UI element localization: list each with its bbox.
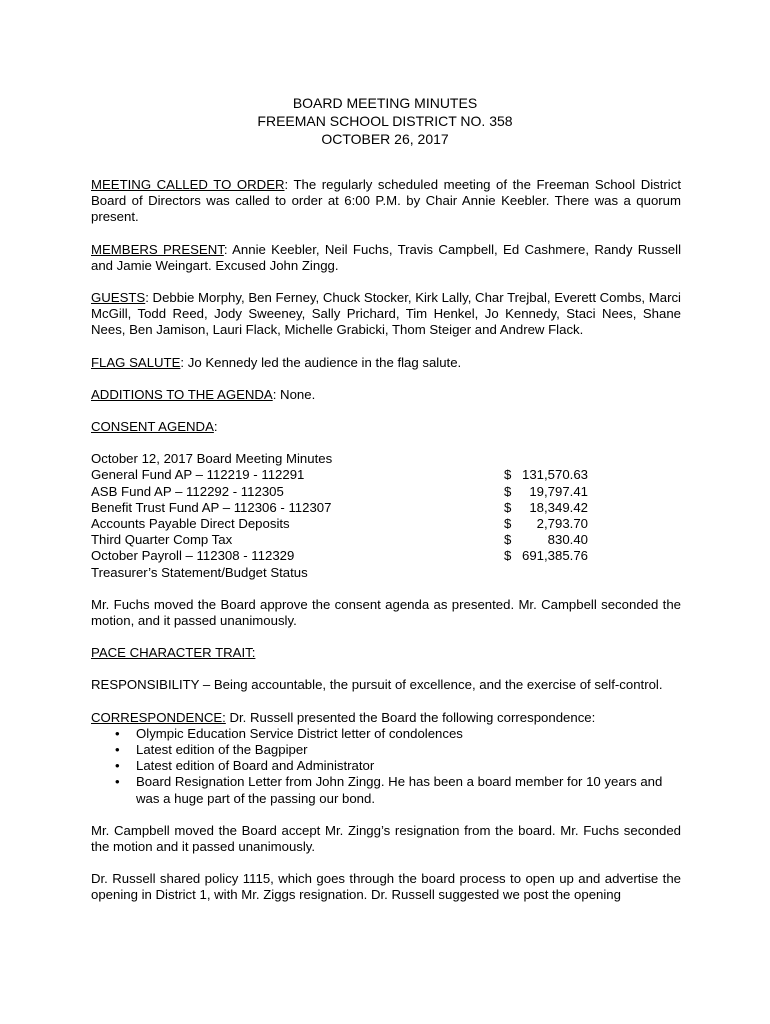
additions-text: : None.	[272, 386, 316, 402]
consent-item-amount	[518, 451, 588, 467]
bullet-icon: •	[115, 758, 120, 774]
consent-item-amount: 2,793.70	[536, 515, 588, 531]
flag-salute-heading: FLAG SALUTE	[91, 354, 181, 370]
policy-paragraph: Dr. Russell shared policy 1115, which goes through the board process to open up and advertise the opening in District 1, with Mr. Ziggs resignation. Dr. Russell suggested we post the opening	[91, 871, 681, 903]
consent-heading-line	[91, 419, 681, 435]
consent-item-dollar: $	[504, 532, 512, 548]
consent-item-amount	[518, 565, 588, 581]
guests-section	[91, 290, 681, 339]
correspondence-list	[91, 726, 681, 807]
consent-row	[91, 484, 681, 500]
list-item	[115, 741, 681, 758]
consent-row	[91, 516, 681, 532]
correspondence-item-text: Board Resignation Letter from John Zingg. He has been a board member for 10 years and was a huge part of the passing our bond.	[136, 774, 663, 806]
members-present-section	[91, 242, 681, 274]
consent-item-dollar	[504, 451, 518, 467]
correspondence-heading: CORRESPONDENCE:	[91, 709, 226, 725]
guests-text: : Debbie Morphy, Ben Ferney, Chuck Stocker, Kirk Lally, Char Trejbal, Everett Combs, Marci McGill, Todd Reed, Jody Sweeney, Sally Prichard, Tim Henkel, Jo Kennedy, Staci Nees, Shane Nees, Ben Jamison, Lauri Flack, Michelle Grabicki, Thom Steiger and Andrew Flack.	[91, 290, 681, 338]
consent-item-amount: 830.40	[547, 532, 588, 548]
members-present-heading: MEMBERS PRESENT	[91, 241, 224, 257]
consent-item-label: General Fund AP – 112219 - 112291	[91, 467, 305, 483]
consent-row	[91, 532, 681, 548]
consent-item-dollar: $	[504, 483, 512, 499]
list-item	[115, 758, 681, 774]
guests-heading: GUESTS	[91, 290, 146, 306]
flag-salute-text: : Jo Kennedy led the audience in the flag salute.	[180, 354, 462, 370]
bullet-icon: •	[115, 725, 120, 741]
correspondence-section	[91, 710, 681, 726]
pace-heading: PACE CHARACTER TRAIT:	[91, 645, 256, 661]
district-name: FREEMAN SCHOOL DISTRICT NO. 358	[257, 113, 513, 129]
consent-motion: Mr. Fuchs moved the Board approve the consent agenda as presented. Mr. Campbell seconded the motion, and it passed unanimously.	[91, 596, 681, 628]
consent-item-dollar: $	[504, 499, 512, 515]
consent-item-dollar	[504, 565, 518, 581]
additions-heading: ADDITIONS TO THE AGENDA	[91, 386, 273, 402]
members-present-text: : Annie Keebler, Neil Fuchs, Travis Campbell, Ed Cashmere, Randy Russell and Jamie Weingart. Excused John Zingg.	[91, 241, 682, 273]
consent-row	[91, 467, 681, 483]
meeting-date: OCTOBER 26, 2017	[321, 131, 449, 147]
consent-item-label: October 12, 2017 Board Meeting Minutes	[91, 451, 333, 467]
consent-heading-suffix: :	[213, 419, 218, 435]
consent-item-dollar: $	[504, 515, 512, 531]
consent-agenda-table	[91, 451, 681, 581]
consent-heading: CONSENT AGENDA	[91, 419, 214, 435]
consent-item-label: Third Quarter Comp Tax	[91, 532, 233, 548]
pace-trait-text: RESPONSIBILITY – Being accountable, the pursuit of excellence, and the exercise of self-control.	[91, 677, 663, 693]
list-item	[115, 725, 681, 742]
consent-row	[91, 565, 681, 581]
document-title: BOARD MEETING MINUTES	[292, 95, 478, 111]
resignation-motion: Mr. Campbell moved the Board accept Mr. Zingg’s resignation from the board. Mr. Fuchs seconded the motion and it passed unanimously.	[91, 822, 681, 854]
consent-item-label: ASB Fund AP – 112292 - 112305	[91, 483, 284, 499]
consent-row	[91, 500, 681, 516]
document-body	[91, 177, 681, 920]
consent-item-label: Accounts Payable Direct Deposits	[91, 515, 290, 531]
consent-item-dollar: $	[504, 548, 512, 564]
pace-heading-line	[91, 645, 681, 661]
consent-item-amount: 691,385.76	[521, 548, 588, 564]
consent-item-amount: 131,570.63	[521, 467, 588, 483]
consent-row	[91, 548, 681, 564]
consent-item-dollar: $	[504, 467, 512, 483]
flag-salute-section	[91, 355, 681, 371]
list-item	[115, 774, 681, 806]
called-to-order-heading: MEETING CALLED TO ORDER	[91, 177, 285, 192]
additions-section	[91, 387, 681, 403]
called-to-order-text: : The regularly scheduled meeting of the Freeman School District Board of Directors was called to order at 6:00 P.M. by Chair Annie Keebler. There was a quorum present.	[91, 177, 681, 225]
consent-row	[91, 451, 681, 467]
bullet-icon: •	[115, 741, 120, 757]
correspondence-item-text: Latest edition of the Bagpiper	[136, 741, 308, 757]
consent-item-label: October Payroll – 112308 - 112329	[91, 548, 295, 564]
consent-item-label: Treasurer’s Statement/Budget Status	[91, 564, 308, 580]
bullet-icon: •	[115, 774, 120, 790]
correspondence-text: Dr. Russell presented the Board the following correspondence:	[225, 709, 596, 725]
called-to-order-section	[91, 177, 681, 226]
document-header	[0, 94, 770, 148]
consent-item-label: Benefit Trust Fund AP – 112306 - 112307	[91, 499, 332, 515]
correspondence-item-text: Latest edition of Board and Administrator	[136, 758, 375, 774]
correspondence-item-text: Olympic Education Service District letter of condolences	[136, 725, 463, 741]
consent-item-amount: 18,349.42	[529, 499, 588, 515]
consent-item-amount: 19,797.41	[529, 483, 588, 499]
